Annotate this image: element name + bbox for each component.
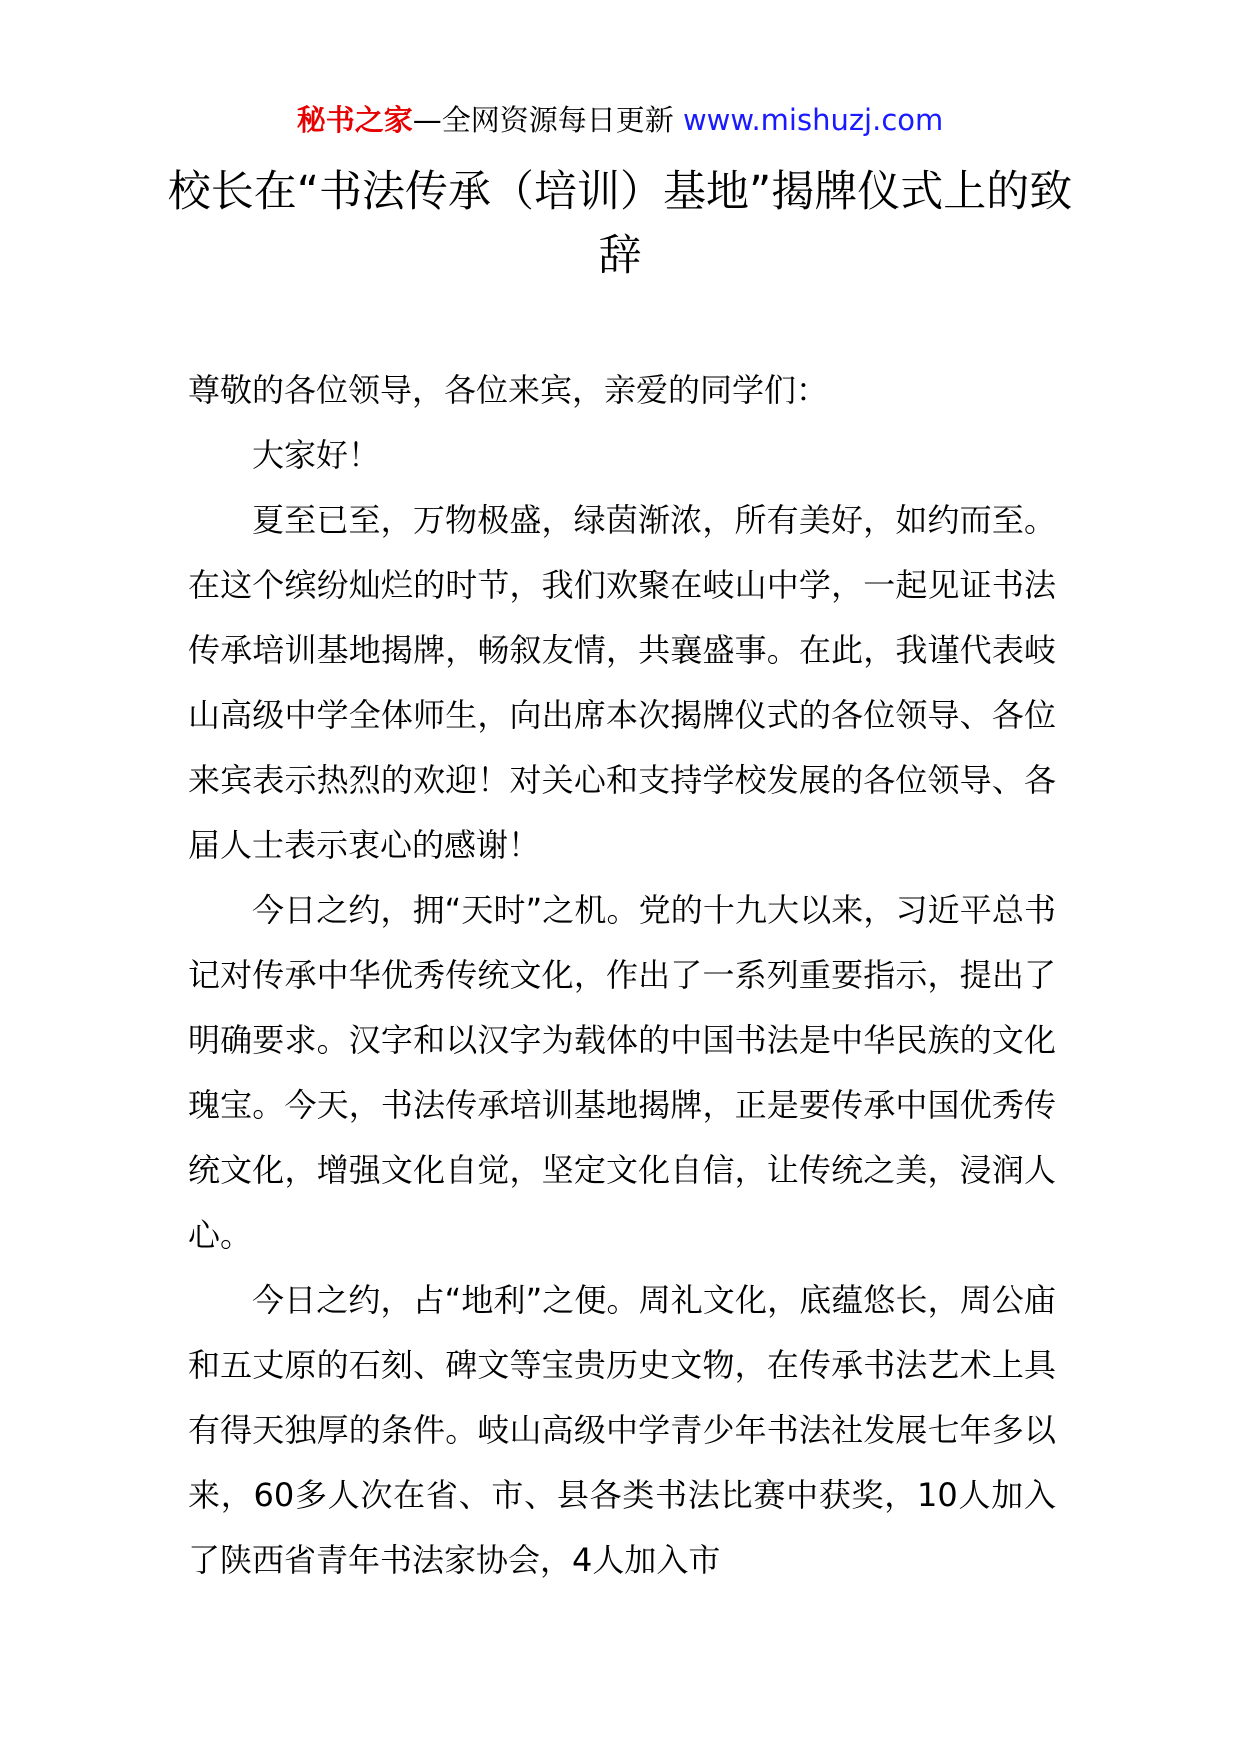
- document-title: 校长在“书法传承（培训）基地”揭牌仪式上的致辞: [167, 167, 1073, 281]
- document-body: [188, 358, 1056, 1593]
- site-url-link[interactable]: www.mishuzj.com: [682, 103, 944, 137]
- paragraph-opening: 大家好！: [252, 436, 381, 474]
- paragraph-tianshi: 今日之约，拥“天时”之机。党的十九大以来，习近平总书记对传承中华优秀传统文化，作出了一系列重要指示，提出了明确要求。汉字和以汉字为载体的中国书法是中华民族的文化瑰宝。今天，书法传承培训基地揭牌，正是要传承中国优秀传统文化，增强文化自觉，坚定文化自信，让传统之美，浸润人心。: [188, 891, 1056, 1254]
- header-tagline: —全网资源每日更新: [412, 103, 674, 137]
- site-header: [0, 100, 1240, 140]
- salutation: 尊敬的各位领导，各位来宾，亲爱的同学们：: [188, 371, 829, 409]
- brand-name: 秘书之家: [296, 103, 413, 137]
- paragraph-dili: 今日之约，占“地利”之便。周礼文化，底蕴悠长，周公庙和五丈原的石刻、碑文等宝贵历史文物，在传承书法艺术上具有得天独厚的条件。岐山高级中学青少年书法社发展七年多以来，60多人次在省、市、县各类书法比赛中获奖，10人加入了陕西省青年书法家协会，4人加入市: [188, 1281, 1056, 1579]
- paragraph-welcome: 夏至已至，万物极盛，绿茵渐浓，所有美好，如约而至。在这个缤纷灿烂的时节，我们欢聚在岐山中学，一起见证书法传承培训基地揭牌，畅叙友情，共襄盛事。在此，我谨代表岐山高级中学全体师生，向出席本次揭牌仪式的各位领导、各位来宾表示热烈的欢迎！对关心和支持学校发展的各位领导、各届人士表示衷心的感谢！: [188, 501, 1056, 864]
